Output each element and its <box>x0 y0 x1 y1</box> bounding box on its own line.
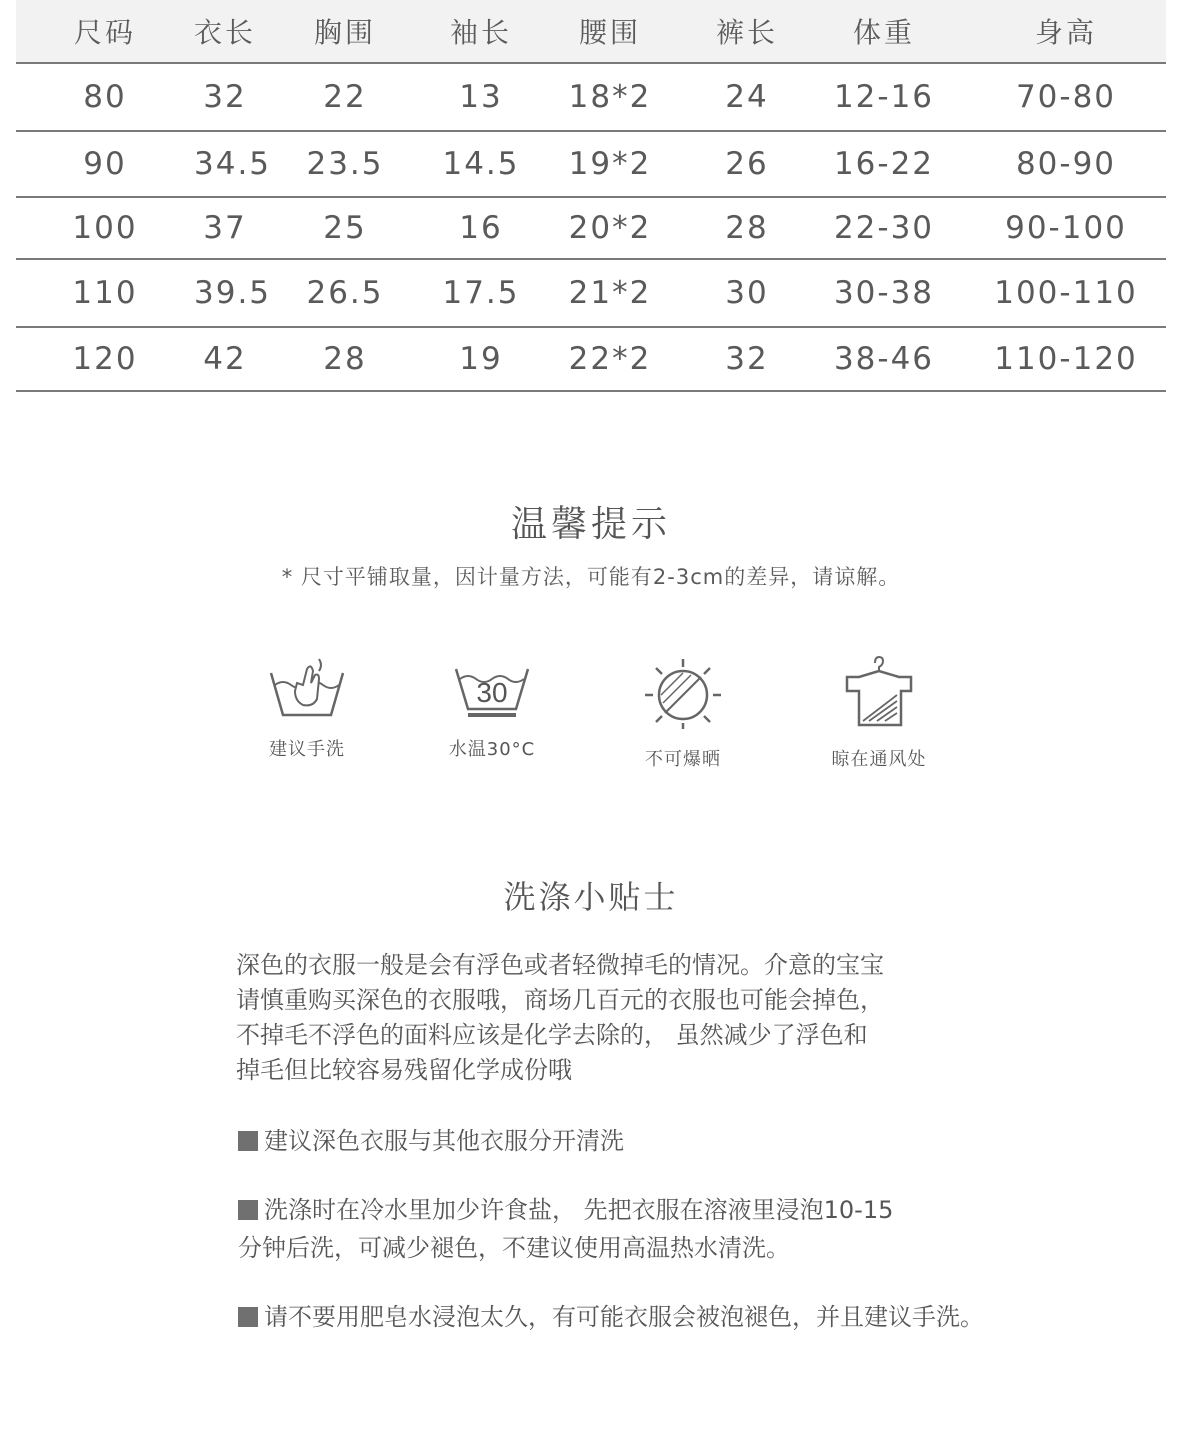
table-cell: 19*2 <box>568 146 652 182</box>
table-cell: 24 <box>725 79 769 115</box>
table-cell: 100-110 <box>994 275 1138 311</box>
wash-temp-text: 30 <box>476 677 508 708</box>
table-cell: 21*2 <box>568 275 652 311</box>
table-cell: 19 <box>459 341 503 377</box>
header-cell: 袖长 <box>449 16 512 49</box>
header-cell: 腰围 <box>578 16 641 49</box>
table-cell: 26.5 <box>306 275 384 311</box>
table-cell: 16 <box>459 210 503 246</box>
table-cell: 90-100 <box>1005 210 1127 246</box>
table-cell: 39.5 <box>194 275 272 311</box>
table-row <box>16 328 1166 392</box>
table-cell: 34.5 <box>194 146 272 182</box>
table-row <box>16 132 1166 198</box>
table-cell: 32 <box>203 79 247 115</box>
care-label: 水温30°C <box>448 739 536 760</box>
care-hang-dry <box>784 655 974 771</box>
paragraph-line: 不掉毛不浮色的面料应该是化学去除的， 虽然减少了浮色和 <box>236 1021 868 1049</box>
washing-tip-3 <box>238 1298 1138 1336</box>
square-bullet-icon <box>238 1131 258 1151</box>
header-cell: 尺码 <box>73 16 136 49</box>
header-cell: 体重 <box>852 16 915 49</box>
table-cell: 25 <box>323 210 367 246</box>
table-cell: 23.5 <box>306 146 384 182</box>
care-no-sun <box>588 655 778 771</box>
table-cell: 32 <box>725 341 769 377</box>
table-cell: 22-30 <box>833 210 935 246</box>
paragraph-line: 深色的衣服一般是会有浮色或者轻微掉毛的情况。介意的宝宝 <box>236 951 884 979</box>
care-label: 不可爆晒 <box>645 749 721 770</box>
table-row <box>16 260 1166 328</box>
tip-text: 分钟后洗，可减少褪色，不建议使用高温热水清洗。 <box>238 1234 790 1262</box>
paragraph-line: 请慎重购买深色的衣服哦，商场几百元的衣服也可能会掉色， <box>236 986 884 1014</box>
table-cell: 30 <box>725 275 769 311</box>
hand-wash-icon <box>267 655 347 719</box>
washing-title: 洗涤小贴士 <box>503 878 679 916</box>
table-cell: 12-16 <box>833 79 935 115</box>
hang-dry-icon <box>839 655 919 729</box>
table-cell: 16-22 <box>833 146 935 182</box>
tips-note: * 尺寸平铺取量，因计量方法，可能有2-3cm的差异，请谅解。 <box>281 565 901 589</box>
care-hand-wash <box>212 655 402 761</box>
tip-text: 请不要用肥皂水浸泡太久，有可能衣服会被泡褪色，并且建议手洗。 <box>264 1303 984 1331</box>
table-cell: 110-120 <box>994 341 1138 377</box>
table-cell: 22*2 <box>568 341 652 377</box>
table-cell: 20*2 <box>568 210 652 246</box>
table-cell: 120 <box>72 341 138 377</box>
washing-tip-1 <box>238 1122 1138 1160</box>
table-cell: 80-90 <box>1015 146 1117 182</box>
header-cell: 裤长 <box>715 16 778 49</box>
wash-30-icon <box>452 655 532 719</box>
header-cell: 身高 <box>1034 16 1097 49</box>
table-cell: 110 <box>72 275 138 311</box>
table-cell: 17.5 <box>442 275 520 311</box>
table-cell: 18*2 <box>568 79 652 115</box>
table-cell: 22 <box>323 79 367 115</box>
care-label: 建议手洗 <box>269 739 345 760</box>
table-cell: 90 <box>83 146 127 182</box>
table-row <box>16 64 1166 132</box>
table-row <box>16 198 1166 260</box>
size-table <box>16 0 1166 392</box>
paragraph-line: 掉毛但比较容易残留化学成份哦 <box>236 1056 572 1084</box>
table-cell: 42 <box>203 341 247 377</box>
table-cell: 100 <box>72 210 138 246</box>
square-bullet-icon <box>238 1307 258 1327</box>
table-cell: 38-46 <box>833 341 935 377</box>
table-cell: 30-38 <box>833 275 935 311</box>
washing-tip-2 <box>238 1191 1138 1267</box>
care-label: 晾在通风处 <box>831 749 927 770</box>
header-cell: 衣长 <box>194 16 257 49</box>
washing-paragraph <box>236 948 996 1088</box>
table-cell: 37 <box>203 210 247 246</box>
table-cell: 28 <box>323 341 367 377</box>
table-cell: 13 <box>459 79 503 115</box>
tip-text: 洗涤时在冷水里加少许食盐， 先把衣服在溶液里浸泡10-15 <box>264 1196 894 1224</box>
table-cell: 28 <box>725 210 769 246</box>
tip-text: 建议深色衣服与其他衣服分开清洗 <box>264 1127 624 1155</box>
care-wash-30 <box>397 655 587 761</box>
tips-title: 温馨提示 <box>510 504 671 545</box>
table-header-row <box>16 0 1166 64</box>
header-cell: 胸围 <box>313 16 376 49</box>
square-bullet-icon <box>238 1200 258 1220</box>
table-cell: 70-80 <box>1015 79 1117 115</box>
table-cell: 80 <box>83 79 127 115</box>
table-cell: 26 <box>725 146 769 182</box>
table-cell: 14.5 <box>442 146 520 182</box>
no-sun-icon <box>643 655 723 729</box>
